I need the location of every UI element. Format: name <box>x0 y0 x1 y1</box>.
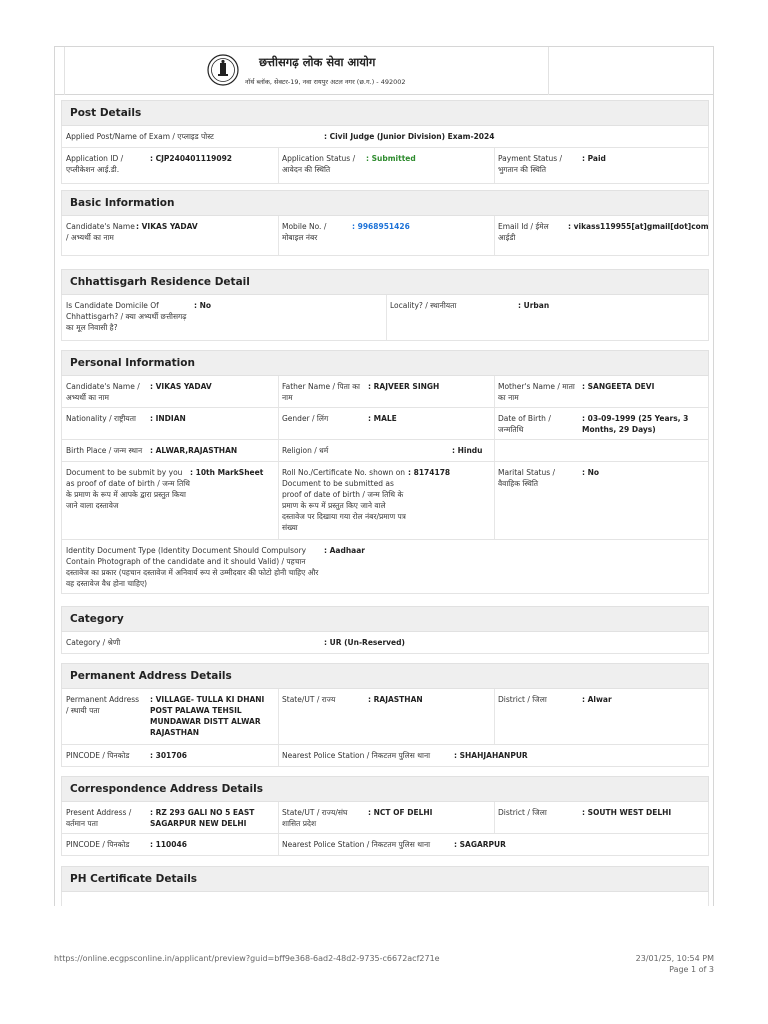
section-heading: Permanent Address Details <box>61 663 709 689</box>
father-name-value: : RAJVEER SINGH <box>368 382 440 391</box>
application-id-label: Application ID / एप्लीकेशन आई.डी. <box>66 154 124 174</box>
cgpsc-emblem-icon <box>207 54 239 86</box>
application-preview <box>54 46 714 906</box>
table-row <box>61 440 709 462</box>
table-row <box>61 462 709 540</box>
basic-information-section <box>61 190 709 256</box>
birth-place-value: : ALWAR,RAJASTHAN <box>150 446 238 455</box>
permanent-address-section <box>61 663 709 767</box>
candidate-name-value: : VIKAS YADAV <box>136 222 198 231</box>
birth-place-label: Birth Place / जन्म स्थान <box>66 446 143 455</box>
application-status-label: Application Status / आवेदन की स्थिति <box>282 154 356 174</box>
roll-number-label: Roll No./Certificate No. shown on Document to be submitted as proof of date of birth / जन्म तिथि के प्रमाण के रूप में प्रस्तुत किए जाने वाले दस्तावेज पर दिखाया गया रोल नंबर/प्रमाण पत्र संख्या <box>282 468 406 532</box>
table-row <box>61 834 709 856</box>
applied-post-value: : Civil Judge (Junior Division) Exam-2024 <box>324 132 495 141</box>
applied-post-label: Applied Post/Name of Exam / एप्लाइड पोस्ट <box>66 132 214 141</box>
table-row <box>61 376 709 408</box>
personal-name-label: Candidate's Name / अभ्यर्थी का नाम <box>66 382 140 402</box>
correspondence-police-label: Nearest Police Station / निकटतम पुलिस थाना <box>282 840 431 849</box>
category-label: Category / श्रेणी <box>66 638 121 647</box>
footer-datetime: 23/01/25, 10:54 PM <box>635 954 714 963</box>
roll-number-value: : 8174178 <box>408 468 451 477</box>
correspondence-district-value: : SOUTH WEST DELHI <box>582 808 672 817</box>
mobile-label: Mobile No. / मोबाइल नंबर <box>282 222 327 242</box>
locality-value: : Urban <box>518 301 550 310</box>
table-row <box>61 295 709 341</box>
permanent-pincode-label: PINCODE / पिनकोड <box>66 751 130 760</box>
email-value: : vikass119955[at]gmail[dot]com <box>568 222 709 231</box>
mother-name-label: Mother's Name / माता का नाम <box>498 382 575 402</box>
table-row <box>61 892 709 906</box>
mother-name-value: : SANGEETA DEVI <box>582 382 655 391</box>
identity-document-label: Identity Document Type (Identity Document Should Compulsory Contain Photograph of the candidate and it should Valid) / पहचान दस्तावेज का प्रकार (पहचान दस्तावेज में अनिवार्य रूप से उम्मीदवार की फोटो होनी चाहिए और वह दस्तावेज वैध होना चाहिए) <box>66 546 319 588</box>
correspondence-police-value: : SAGARPUR <box>454 840 506 849</box>
personal-information-section <box>61 350 709 594</box>
permanent-address-value: : VILLAGE- TULLA KI DHANI POST PALAWA TEHSIL MUNDAWAR DISTT ALWAR RAJASTHAN <box>150 695 265 737</box>
org-title: छत्तीसगढ़ लोक सेवा आयोग <box>259 55 376 69</box>
permanent-state-value: : RAJASTHAN <box>368 695 423 704</box>
table-row <box>61 745 709 767</box>
category-value: : UR (Un-Reserved) <box>324 638 405 647</box>
table-row <box>61 148 709 184</box>
domicile-value: : No <box>194 301 212 310</box>
table-row <box>61 802 709 834</box>
section-heading: Post Details <box>61 100 709 126</box>
religion-label: Religion / धर्म <box>282 446 329 455</box>
page-header <box>55 47 713 95</box>
present-address-label: Present Address / वर्तमान पता <box>66 808 132 828</box>
table-row <box>61 126 709 148</box>
table-row <box>61 540 709 594</box>
section-heading: Personal Information <box>61 350 709 376</box>
email-label: Email Id / ईमेल आईडी <box>498 222 549 242</box>
permanent-district-value: : Alwar <box>582 695 612 704</box>
domicile-label: Is Candidate Domicile Of Chhattisgarh? / क्या अभ्यर्थी छत्तीसगढ़ का मूल निवासी है? <box>66 301 187 332</box>
residence-section <box>61 269 709 341</box>
correspondence-address-section <box>61 776 709 856</box>
correspondence-state-label: State/UT / राज्य/संघ शासित प्रदेश <box>282 808 348 828</box>
candidate-name-label: Candidate's Name / अभ्यर्थी का नाम <box>66 222 135 242</box>
footer-url: https://online.ecgpsconline.in/applicant/preview?guid=bff9e368-6ad2-48d2-9735-c6672acf271e <box>54 954 440 963</box>
application-id-value: : CJP240401119092 <box>150 154 233 163</box>
nationality-value: : INDIAN <box>150 414 186 423</box>
gender-value: : MALE <box>368 414 397 423</box>
section-heading: Correspondence Address Details <box>61 776 709 802</box>
identity-document-value: : Aadhaar <box>324 546 366 555</box>
application-status-value: : Submitted <box>366 154 416 163</box>
correspondence-pincode-value: : 110046 <box>150 840 187 849</box>
locality-label: Locality? / स्थानीयता <box>390 301 457 310</box>
permanent-pincode-value: : 301706 <box>150 751 187 760</box>
present-address-value: : RZ 293 GALI NO 5 EAST SAGARPUR NEW DELHI <box>150 808 255 828</box>
correspondence-pincode-label: PINCODE / पिनकोड <box>66 840 130 849</box>
marital-status-label: Marital Status / वैवाहिक स्थिति <box>498 468 556 488</box>
dob-label: Date of Birth / जन्मतिथि <box>498 414 551 434</box>
section-heading: Category <box>61 606 709 632</box>
payment-status-value: : Paid <box>582 154 606 163</box>
nationality-label: Nationality / राष्ट्रीयता <box>66 414 136 423</box>
dob-document-label: Document to be submit by you as proof of date of birth / जन्म तिथि के प्रमाण के रूप में आपके द्वारा प्रस्तुत किया जाने वाला दस्तावेज <box>66 468 190 510</box>
personal-name-value: : VIKAS YADAV <box>150 382 212 391</box>
category-section <box>61 606 709 654</box>
section-heading: Basic Information <box>61 190 709 216</box>
permanent-police-label: Nearest Police Station / निकटतम पुलिस थाना <box>282 751 431 760</box>
religion-value: : Hindu <box>452 446 483 455</box>
payment-status-label: Payment Status / भुगतान की स्थिति <box>498 154 563 174</box>
marital-status-value: : No <box>582 468 600 477</box>
correspondence-state-value: : NCT OF DELHI <box>368 808 433 817</box>
mobile-value[interactable]: : 9968951426 <box>352 222 410 231</box>
correspondence-district-label: District / जिला <box>498 808 547 817</box>
post-details-section <box>61 100 709 184</box>
father-name-label: Father Name / पिता का नाम <box>282 382 360 402</box>
org-address: नॉर्थ ब्लॉक, सेक्टर-19, नवा रायपुर अटल नगर (छ.ग.) - 492002 <box>245 78 406 86</box>
table-row <box>61 689 709 745</box>
section-heading: Chhattisgarh Residence Detail <box>61 269 709 295</box>
permanent-address-label: Permanent Address / स्थायी पता <box>66 695 140 715</box>
ph-certificate-section <box>61 866 709 906</box>
gender-label: Gender / लिंग <box>282 414 329 423</box>
permanent-state-label: State/UT / राज्य <box>282 695 336 704</box>
permanent-police-value: : SHAHJAHANPUR <box>454 751 528 760</box>
dob-document-value: : 10th MarkSheet <box>190 468 264 477</box>
table-row <box>61 408 709 440</box>
permanent-district-label: District / जिला <box>498 695 547 704</box>
table-row <box>61 216 709 256</box>
section-heading: PH Certificate Details <box>61 866 709 892</box>
dob-value: : 03-09-1999 (25 Years, 3 Months, 29 Days) <box>582 414 689 434</box>
footer-page-number: Page 1 of 3 <box>669 965 714 974</box>
table-row <box>61 632 709 654</box>
